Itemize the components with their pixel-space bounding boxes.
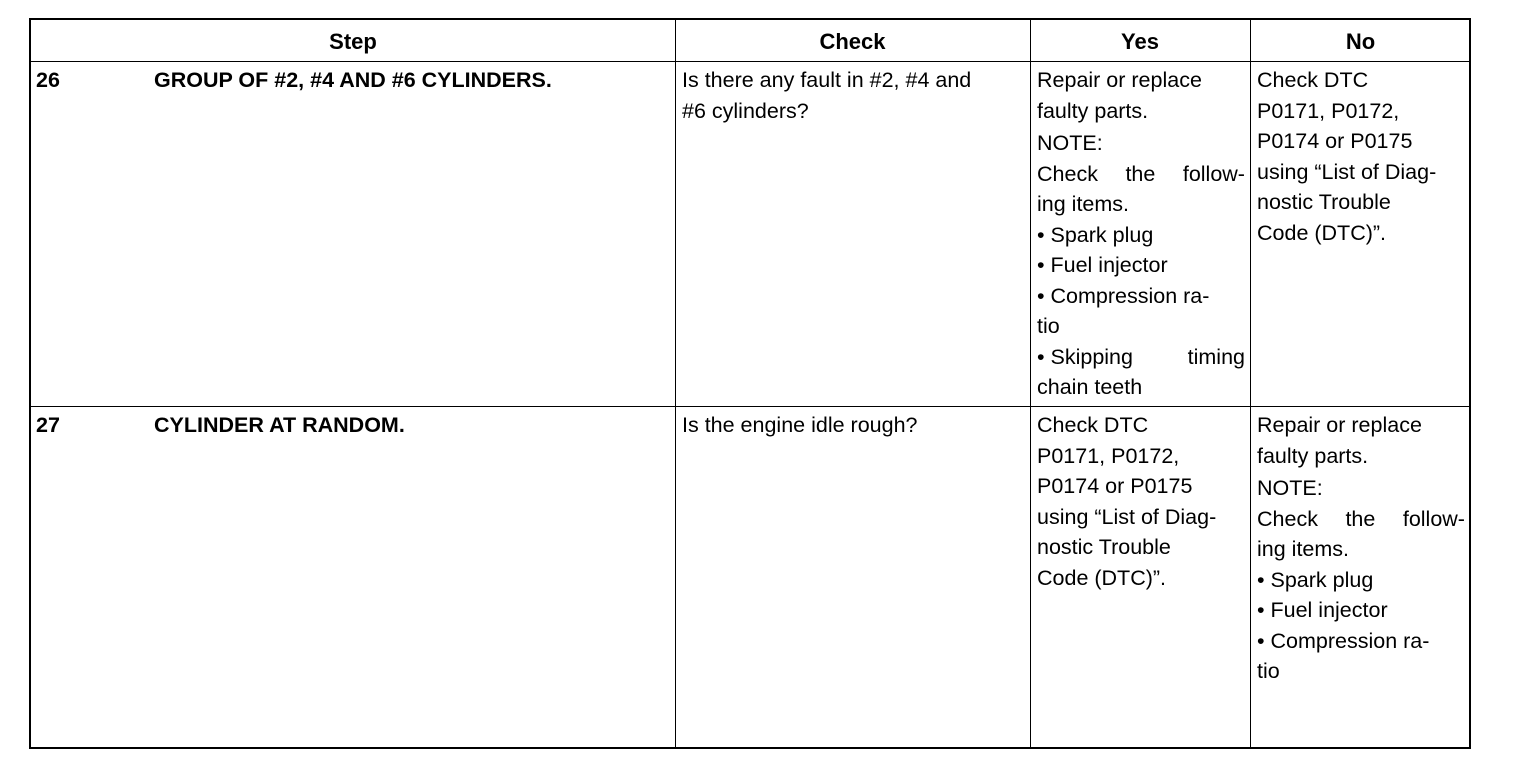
note-word: follow- bbox=[1182, 161, 1245, 186]
bullet-continuation: chain teeth bbox=[1037, 375, 1143, 399]
note-line: ing items. bbox=[1257, 537, 1350, 561]
note-word: Check bbox=[1257, 506, 1318, 531]
bullet-continuation: tio bbox=[1257, 659, 1280, 683]
bullet-continuation: tio bbox=[1037, 314, 1060, 338]
bullet-spark-plug: • Spark plug bbox=[1257, 567, 1374, 592]
note-label: NOTE: bbox=[1037, 131, 1103, 155]
yes-cell-26 bbox=[1037, 65, 1245, 403]
check-question-26 bbox=[682, 65, 1022, 126]
check-line: #6 cylinders? bbox=[682, 98, 809, 123]
bullet-skipping-timing bbox=[1037, 342, 1245, 373]
no-cell-26 bbox=[1257, 65, 1467, 248]
no-line: Repair or replace bbox=[1257, 413, 1422, 437]
note-instruction-line bbox=[1257, 504, 1465, 535]
yes-line: Check DTC bbox=[1037, 413, 1149, 437]
note-line: ing items. bbox=[1037, 192, 1130, 216]
no-line: P0174 or P0175 bbox=[1257, 129, 1413, 153]
step-title-26: GROUP OF #2, #4 AND #6 CYLINDERS. bbox=[154, 68, 552, 92]
yes-line: Repair or replace bbox=[1037, 68, 1202, 92]
row-divider-26-27 bbox=[31, 406, 1469, 407]
note-word: the bbox=[1345, 506, 1376, 531]
no-line: Code (DTC)”. bbox=[1257, 220, 1387, 245]
note-instruction-line bbox=[1037, 159, 1245, 190]
no-line: using “List of Diag- bbox=[1257, 159, 1437, 184]
yes-line: nostic Trouble bbox=[1037, 535, 1171, 559]
step-number-26: 26 bbox=[36, 68, 60, 92]
header-no: No bbox=[1345, 29, 1376, 54]
diagnostic-table bbox=[29, 18, 1471, 749]
bullet-fuel-injector: • Fuel injector bbox=[1257, 598, 1388, 622]
column-divider-step-check bbox=[675, 20, 676, 747]
yes-line: Code (DTC)”. bbox=[1037, 565, 1167, 590]
check-question-27: Is the engine idle rough? bbox=[682, 413, 918, 437]
no-line: faulty parts. bbox=[1257, 443, 1369, 468]
note-word: the bbox=[1125, 161, 1156, 186]
yes-line: P0174 or P0175 bbox=[1037, 474, 1193, 498]
column-divider-check-yes bbox=[1030, 20, 1031, 747]
yes-line: P0171, P0172, bbox=[1037, 443, 1180, 468]
bullet-word: timing bbox=[1187, 344, 1245, 369]
check-line: Is there any fault in #2, #4 and bbox=[682, 68, 972, 92]
yes-cell-27 bbox=[1037, 410, 1245, 593]
column-divider-yes-no bbox=[1250, 20, 1251, 747]
note-word: Check bbox=[1037, 161, 1098, 186]
note-word: follow- bbox=[1402, 506, 1465, 531]
no-line: Check DTC bbox=[1257, 68, 1369, 92]
no-cell-27 bbox=[1257, 410, 1465, 687]
header-step: Step bbox=[329, 29, 377, 54]
no-line: P0171, P0172, bbox=[1257, 98, 1400, 123]
note-label: NOTE: bbox=[1257, 476, 1323, 500]
header-row-divider bbox=[31, 61, 1469, 62]
bullet-compression-ratio: • Compression ra- bbox=[1037, 283, 1210, 308]
bullet-compression-ratio: • Compression ra- bbox=[1257, 628, 1430, 653]
header-check: Check bbox=[819, 29, 886, 54]
bullet-word: • Skipping bbox=[1037, 344, 1133, 369]
bullet-fuel-injector: • Fuel injector bbox=[1037, 253, 1168, 277]
yes-line: using “List of Diag- bbox=[1037, 504, 1217, 529]
bullet-spark-plug: • Spark plug bbox=[1037, 222, 1154, 247]
no-line: nostic Trouble bbox=[1257, 190, 1391, 214]
header-yes: Yes bbox=[1121, 29, 1159, 54]
step-number-27: 27 bbox=[36, 413, 60, 437]
step-title-27: CYLINDER AT RANDOM. bbox=[154, 413, 405, 437]
yes-line: faulty parts. bbox=[1037, 98, 1149, 123]
